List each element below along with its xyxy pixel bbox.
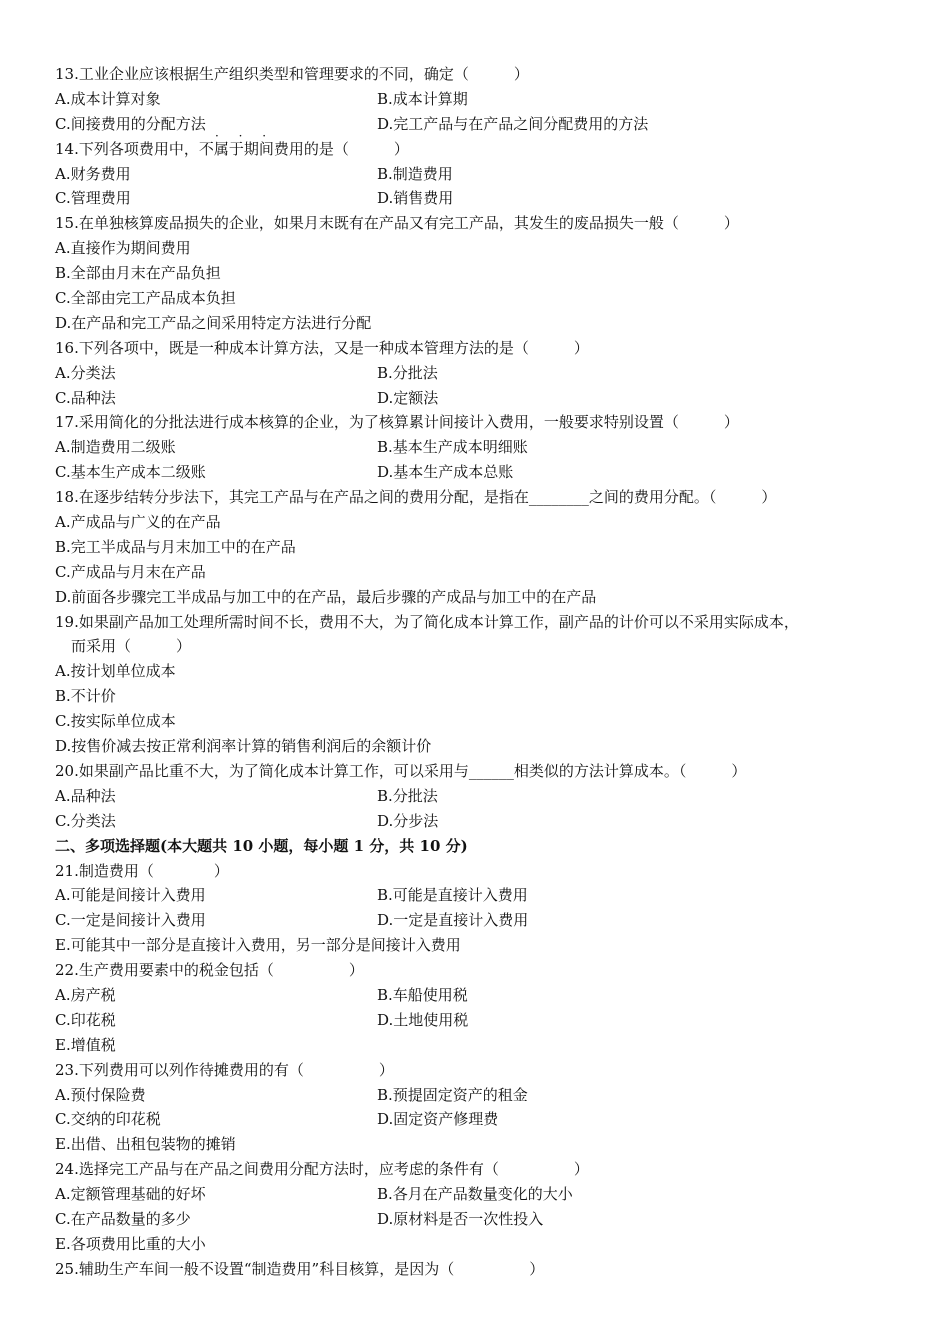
option-row (55, 1232, 915, 1257)
option-row (55, 236, 915, 261)
exam-page (55, 62, 915, 1282)
question-line (55, 211, 915, 236)
option-row (55, 883, 915, 908)
section-heading (55, 834, 915, 859)
option-row (55, 311, 915, 336)
question-line (55, 1157, 915, 1182)
option-text: C.分类法 (55, 811, 116, 830)
question-line (55, 1058, 915, 1083)
question-line (55, 137, 915, 162)
question-line (55, 485, 915, 510)
option-row (55, 361, 915, 386)
question-line (55, 859, 915, 884)
question-text: 18.在逐步结转分步法下，其完工产品与在产品之间的费用分配，是指在________之间的费用分配。（ ） (55, 488, 777, 507)
question-text: 23.下列费用可以列作待摊费用的有（ ） (55, 1060, 394, 1079)
option-text: A.财务费用 (55, 164, 131, 183)
question-continuation (55, 634, 915, 659)
option-row (55, 510, 915, 535)
option-text: C.管理费用 (55, 189, 131, 208)
option-row (55, 535, 915, 560)
emphasis-dots: · · · (215, 128, 275, 143)
option-row (55, 734, 915, 759)
option-text: D.完工产品与在产品之间分配费用的方法 (377, 114, 649, 133)
option-row (55, 386, 915, 411)
option-text: D.固定资产修理费 (377, 1110, 499, 1129)
question-line (55, 62, 915, 87)
option-text: A.预付保险费 (55, 1085, 146, 1104)
option-text: E.可能其中一部分是直接计入费用，另一部分是间接计入费用 (55, 936, 461, 955)
question-line (55, 1257, 915, 1282)
question-text: 19.如果副产品加工处理所需时间不长，费用不大，为了简化成本计算工作，副产品的计价可以不采用实际成本， (55, 612, 799, 631)
option-text: B.车船使用税 (377, 985, 468, 1004)
option-row (55, 684, 915, 709)
option-text: C.全部由完工产品成本负担 (55, 289, 236, 308)
option-text: C.品种法 (55, 388, 116, 407)
option-row (55, 286, 915, 311)
option-text: D.基本生产成本总账 (377, 463, 514, 482)
question-text: 24.选择完工产品与在产品之间费用分配方法时，应考虑的条件有（ ） (55, 1160, 589, 1179)
option-row (55, 186, 915, 211)
option-text: A.分类法 (55, 363, 116, 382)
option-text: D.在产品和完工产品之间采用特定方法进行分配 (55, 313, 372, 332)
option-row (55, 112, 915, 143)
option-text: B.各月在产品数量变化的大小 (377, 1185, 573, 1204)
option-row (55, 1182, 915, 1207)
option-text: D.按售价减去按正常利润率计算的销售利润后的余额计价 (55, 737, 432, 756)
section-heading-text: 二、多项选择题(本大题共 10 小题，每小题 1 分，共 10 分) (55, 836, 468, 855)
option-text: C.一定是间接计入费用 (55, 911, 206, 930)
option-row (55, 1207, 915, 1232)
option-text: D.前面各步骤完工半成品与加工中的在产品，最后步骤的产成品与加工中的在产品 (55, 587, 597, 606)
option-row (55, 162, 915, 187)
option-row (55, 1132, 915, 1157)
option-text: C.印花税 (55, 1010, 116, 1029)
question-text: 17.采用简化的分批法进行成本核算的企业，为了核算累计间接计入费用，一般要求特别设置（ ） (55, 413, 739, 432)
option-row (55, 709, 915, 734)
option-row (55, 1033, 915, 1058)
option-text: B.全部由月末在产品负担 (55, 264, 221, 283)
question-text: 13.工业企业应该根据生产组织类型和管理要求的不同，确定（ ） (55, 65, 529, 83)
option-text: A.产成品与广义的在产品 (55, 513, 221, 532)
option-text: D.销售费用 (377, 189, 454, 208)
option-row (55, 784, 915, 809)
option-row (55, 1107, 915, 1132)
option-text: B.可能是直接计入费用 (377, 886, 528, 905)
option-text: D.定额法 (377, 388, 439, 407)
option-text: C.在产品数量的多少 (55, 1209, 191, 1228)
option-text: D.原材料是否一次性投入 (377, 1209, 544, 1228)
option-text: B.基本生产成本明细账 (377, 438, 528, 457)
question-text: 14.下列各项费用中，不属于期间费用的是（ ） (55, 139, 409, 158)
option-row (55, 1008, 915, 1033)
option-row (55, 933, 915, 958)
option-text: B.不计价 (55, 687, 116, 706)
option-row (55, 435, 915, 460)
option-text: B.成本计算期 (377, 89, 468, 108)
question-line (55, 410, 915, 435)
question-line (55, 759, 915, 784)
option-text: A.定额管理基础的好坏 (55, 1185, 206, 1204)
question-text: 16.下列各项中，既是一种成本计算方法，又是一种成本管理方法的是（ ） (55, 338, 589, 357)
option-text: A.品种法 (55, 786, 116, 805)
option-row (55, 1083, 915, 1108)
option-text: C.基本生产成本二级账 (55, 463, 206, 482)
option-row (55, 809, 915, 834)
option-text: B.分批法 (377, 786, 438, 805)
question-line (55, 610, 915, 635)
option-text: D.一定是直接计入费用 (377, 911, 529, 930)
option-text: D.土地使用税 (377, 1010, 469, 1029)
option-text: C.间接费用的分配方法 (55, 114, 206, 133)
option-row (55, 560, 915, 585)
option-text: B.完工半成品与月末加工中的在产品 (55, 537, 296, 556)
option-row (55, 261, 915, 286)
option-text: A.成本计算对象 (55, 89, 161, 108)
option-text: C.产成品与月末在产品 (55, 562, 206, 581)
question-line (55, 958, 915, 983)
option-text: A.直接作为期间费用 (55, 239, 191, 258)
option-text: C.按实际单位成本 (55, 712, 176, 731)
question-text: 22.生产费用要素中的税金包括（ ） (55, 961, 364, 980)
question-text: 21.制造费用（ ） (55, 861, 229, 880)
option-text: A.按计划单位成本 (55, 662, 176, 681)
option-text: A.可能是间接计入费用 (55, 886, 206, 905)
option-row (55, 585, 915, 610)
question-text: 25.辅助生产车间一般不设置“制造费用”科目核算，是因为（ ） (55, 1259, 545, 1278)
question-text: 20.如果副产品比重不大，为了简化成本计算工作，可以采用与______相类似的方法计算成本。（ ） (55, 761, 747, 780)
option-text: E.各项费用比重的大小 (55, 1234, 206, 1253)
option-text: B.预提固定资产的租金 (377, 1085, 528, 1104)
option-row (55, 87, 915, 112)
option-text: B.制造费用 (377, 164, 453, 183)
option-text: E.出借、出租包装物的摊销 (55, 1135, 236, 1154)
question-text: 15.在单独核算废品损失的企业，如果月末既有在产品又有完工产品，其发生的废品损失一般（ ） (55, 214, 739, 233)
option-row (55, 460, 915, 485)
option-text: B.分批法 (377, 363, 438, 382)
option-text: A.房产税 (55, 985, 116, 1004)
question-text: 而采用（ ） (71, 637, 192, 656)
option-text: E.增值税 (55, 1035, 116, 1054)
option-text: A.制造费用二级账 (55, 438, 176, 457)
question-line (55, 336, 915, 361)
option-row (55, 659, 915, 684)
option-row (55, 983, 915, 1008)
option-text: D.分步法 (377, 811, 439, 830)
option-text: C.交纳的印花税 (55, 1110, 161, 1129)
option-row (55, 908, 915, 933)
